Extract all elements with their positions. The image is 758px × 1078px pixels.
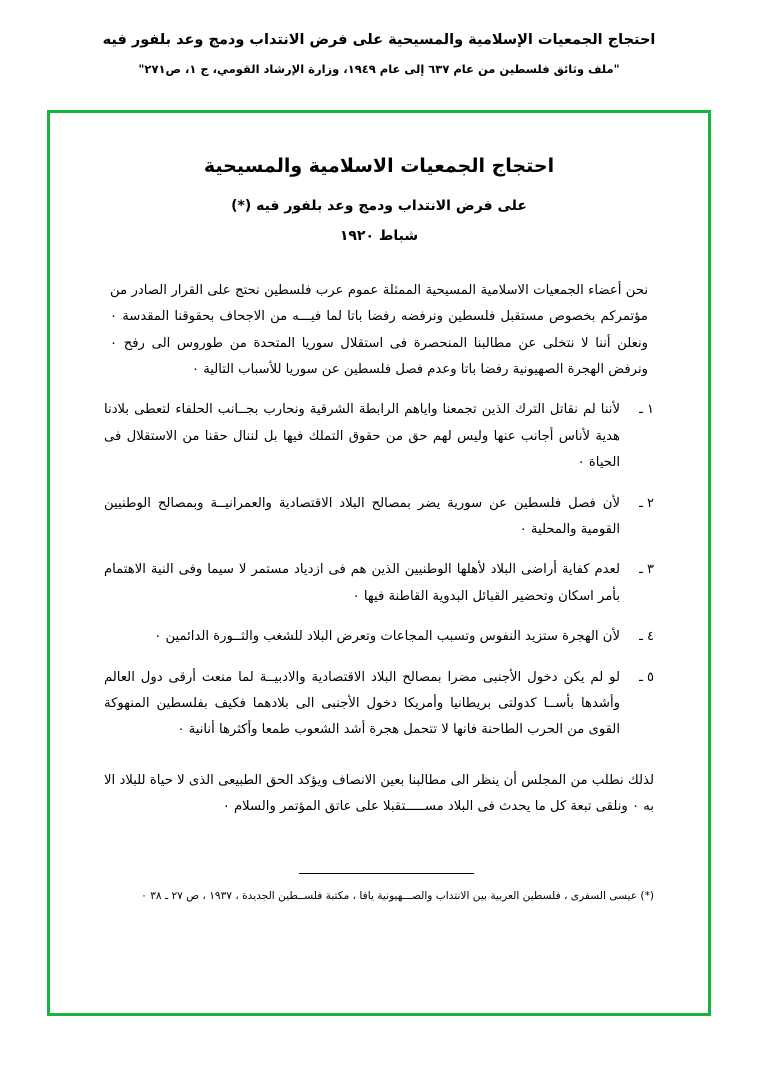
document-main-title: احتجاج الجمعيات الاسلامية والمسيحية	[203, 155, 555, 177]
list-item-text: لأننا لم نقاتل الترك الذين تجمعنا واياهم الرابطة الشرقية ونحارب بجــانب الحلفاء لتعطى بلادنا هدية لأناس أجانب عنها وليس لهم حق من حقوق التملك فيها بل لننال حقنا من الاستقلال فى الحياة ٠	[104, 402, 620, 471]
header-source-citation: "ملف وثائق فلسطين من عام ٦٣٧ إلى عام ١٩٤٩، وزارة الإرشاد القومي، ج ١، ص٢٧١"	[138, 61, 620, 76]
list-item-text: لو لم يكن دخول الأجنبى مضرا بمصالح البلاد الاقتصادية والادبيــة لما منعت أرقى دول العالم وأشدها بأســا كدولتى بريطانيا وأمريكا دخول الأجنبى الى بلادهما فكيف بفلسطين المنهوكة القوى من الحرب الطاحنة فانها لا تتحمل هجرة أشد الشعوب طمعا وأكثرها أنانية ٠	[104, 669, 620, 738]
list-item	[104, 397, 654, 476]
frame-content	[50, 113, 708, 1013]
closing-paragraph: لذلك نطلب من المجلس أن ينظر الى مطالبنا بعين الانصاف ويؤكد الحق الطبيعى الذى لا حياة للبلاد الا به ٠ ونلقى تبعة كل ما يحدث فى البلاد مســـــتقبلا على عاتق المؤتمر والسلام ٠	[104, 772, 654, 815]
list-item-text: لعدم كفاية أراضى البلاد لأهلها الوطنيين الذين هم فى ازدياد مستمر لا سيما وفى النية الاهتمام بأمر اسكان وتحضير القبائل البدوية القاطنة فيها ٠	[104, 562, 620, 604]
footnote-divider	[299, 873, 474, 874]
footnote-text: (*) عيسى السفرى ، فلسطين العربية بين الانتداب والصـــهيونية يافا ، مكتبة فلســطين الجديدة ، ١٩٣٧ ، ص ٢٧ ـ ٣٨ ٠	[141, 889, 654, 902]
document-sub-title: على فرض الانتداب ودمج وعد بلفور فيه (*)	[231, 198, 527, 215]
list-item-text: لأن الهجرة ستزيد النفوس وتسبب المجاعات وتعرض البلاد للشغب والثــورة الدائمين ٠	[154, 629, 620, 645]
list-item-number: ٥ ـ	[639, 669, 654, 685]
list-item-number: ٢ ـ	[639, 495, 654, 511]
header-title: احتجاج الجمعيات الإسلامية والمسيحية على فرض الانتداب ودمج وعد بلفور فيه	[102, 32, 656, 48]
list-item	[104, 665, 654, 744]
document-header	[0, 0, 758, 78]
list-item	[104, 491, 654, 544]
document-body	[104, 278, 654, 821]
list-item-number: ١ ـ	[639, 402, 654, 418]
intro-paragraph: نحن أعضاء الجمعيات الاسلامية المسيحية الممثلة عموم عرب فلسطين نحتج على القرار الصادر من مؤتمركم بخصوص مستقبل فلسطين ونرفضه رفضا باتا لما فيـــه من الاجحاف بحقوقنا المقدسة ٠ ونعلن أننا لا نتخلى عن مطالبنا المنحصرة فى استقلال سوريا المتحدة من طوروس الى رفح ٠ ونرفض الهجرة الصهيونية رفضا باتا وعدم فصل فلسطين عن سوريا للأسباب التالية ٠	[110, 282, 648, 377]
list-item-number: ٤ ـ	[639, 629, 654, 645]
list-item	[104, 557, 654, 610]
list-item-text: لأن فصل فلسطين عن سورية يضر بمصالح البلاد الاقتصادية والعمرانيــة وبمصالح الوطنيين القومية والمحلية ٠	[104, 495, 620, 538]
list-item-number: ٣ ـ	[639, 562, 654, 578]
title-block	[104, 151, 654, 244]
list-item	[104, 624, 654, 650]
document-date: شباط ١٩٢٠	[339, 227, 419, 244]
green-bordered-frame	[47, 110, 711, 1016]
